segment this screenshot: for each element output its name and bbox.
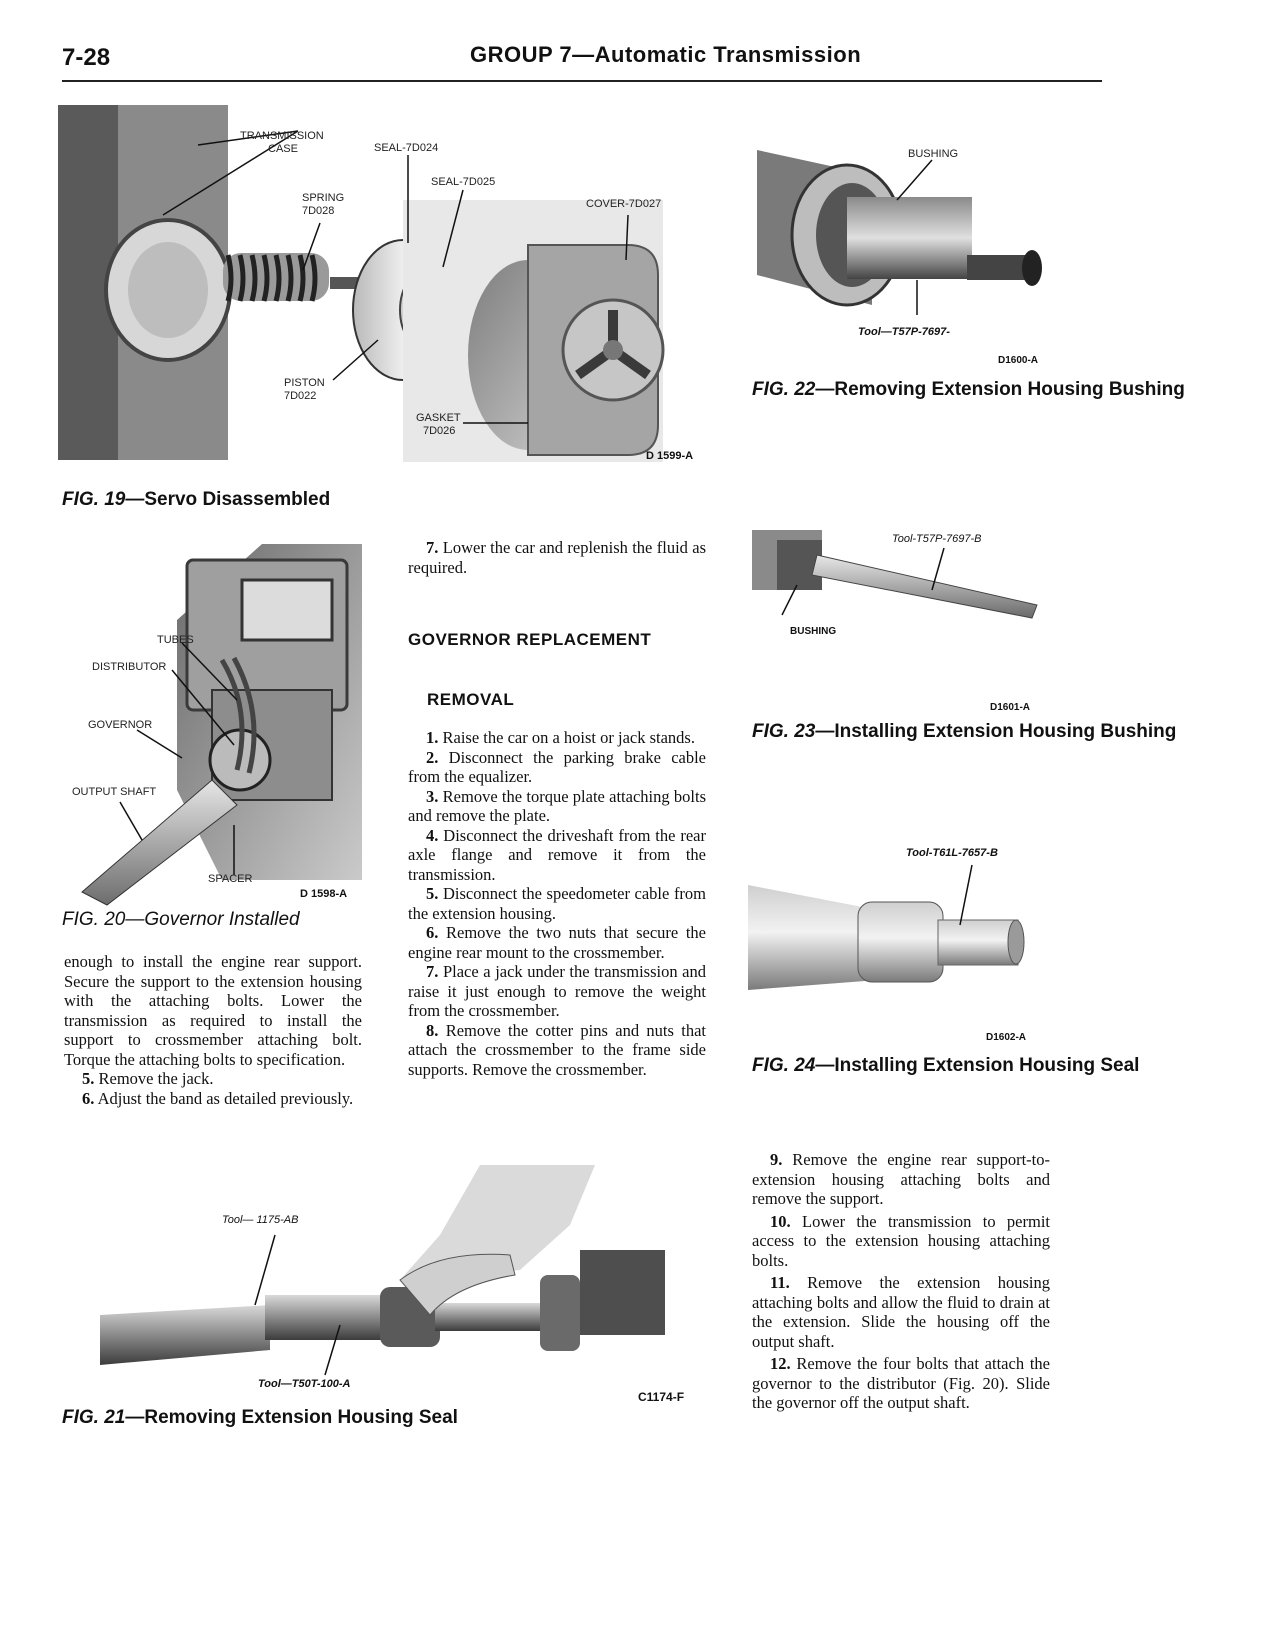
page-title: GROUP 7—Automatic Transmission xyxy=(470,42,862,67)
fig24-caption: FIG. 24—Installing Extension Housing Seal xyxy=(752,1055,1140,1076)
fig22-caption: FIG. 22—Removing Extension Housing Bushing xyxy=(752,379,1185,400)
middle-step-7: 7. Lower the car and replenish the fluid as required. xyxy=(408,538,707,577)
right-step: 9. Remove the engine rear support-to-extension housing attaching bolts and remove the support. xyxy=(752,1150,1050,1208)
middle-step: 2. Disconnect the parking brake cable from the equalizer. xyxy=(408,747,707,786)
left-step-6: 6. Adjust the band as detailed previously. xyxy=(82,1088,354,1108)
svg-text:BUSHING: BUSHING xyxy=(790,626,837,637)
fig24-label-tool: Tool-T61L-7657-B xyxy=(906,847,998,859)
fig19-caption: FIG. 19—Servo Disassembled xyxy=(62,489,331,510)
middle-removal-steps xyxy=(408,728,706,1079)
svg-text:GOVERNOR: GOVERNOR xyxy=(88,719,153,731)
fig20-caption: FIG. 20—Governor Installed xyxy=(62,909,300,930)
svg-text:Tool—T50T-100-A: Tool—T50T-100-A xyxy=(258,1378,351,1390)
middle-step: 4. Disconnect the driveshaft from the rear axle flange and remove it from the transmission. xyxy=(408,825,707,884)
figure-20-governor-photo xyxy=(62,540,362,908)
middle-step: 8. Remove the cotter pins and nuts that attach the crossmember to the frame side supports. Remove the crossmember. xyxy=(408,1020,707,1079)
fig19-code: D 1599-A xyxy=(646,450,694,462)
page-number: 7-28 xyxy=(62,44,111,71)
svg-text:D1602-A: D1602-A xyxy=(986,1032,1027,1043)
svg-text:GASKET7D026: GASKET 7D026 xyxy=(416,412,461,437)
figure-19-servo-photo xyxy=(58,105,710,465)
middle-step: 7. Place a jack under the transmission and raise it just enough to remove the weight from the crossmember. xyxy=(408,962,706,1020)
svg-text:SPRING7D028: SPRING 7D028 xyxy=(302,192,345,217)
figure-21-seal-removal-photo xyxy=(100,1165,712,1393)
middle-step: 1. Raise the car on a hoist or jack stands. xyxy=(426,728,695,747)
fig23-caption: FIG. 23—Installing Extension Housing Bushing xyxy=(752,721,1177,742)
svg-text:COVER-7D027: COVER-7D027 xyxy=(586,198,662,210)
fig22-label-bushing: BUSHING xyxy=(908,148,959,160)
fig21-code: C1174-F xyxy=(638,1390,685,1404)
section-heading-governor-replacement: GOVERNOR REPLACEMENT xyxy=(408,630,652,649)
middle-step: 5. Disconnect the speedometer cable from the extension housing. xyxy=(408,884,707,923)
right-step: 12. Remove the four bolts that attach the governor to the distributor (Fig. 20). Slide the governor off the output shaft. xyxy=(752,1354,1050,1412)
right-step: 10. Lower the transmission to permit access to the extension housing attaching bolts. xyxy=(752,1211,1051,1270)
svg-text:PISTON7D022: PISTON 7D022 xyxy=(284,377,325,402)
right-step: 11. Remove the extension housing attaching bolts and allow the fluid to drain at the extension. Slide the housing off the output shaft. xyxy=(752,1273,1051,1351)
svg-text:D1601-A: D1601-A xyxy=(990,702,1031,713)
svg-text:Tool—T57P-7697-: Tool—T57P-7697- xyxy=(858,326,950,338)
svg-text:SPACER: SPACER xyxy=(208,873,253,885)
fig23-label-tool: Tool-T57P-7697-B xyxy=(892,533,982,545)
svg-text:DISTRIBUTOR: DISTRIBUTOR xyxy=(92,661,167,673)
right-column-text xyxy=(752,1150,1050,1413)
fig21-caption: FIG. 21—Removing Extension Housing Seal xyxy=(62,1407,458,1428)
figure-23-bushing-install-photo xyxy=(752,520,1052,715)
subheading-removal: REMOVAL xyxy=(427,690,515,709)
fig20-label-tubes: TUBES xyxy=(157,634,194,646)
middle-step: 3. Remove the torque plate attaching bolts and remove the plate. xyxy=(408,786,706,825)
svg-text:SEAL-7D025: SEAL-7D025 xyxy=(431,176,496,188)
middle-step: 6. Remove the two nuts that secure the engine rear mount to the crossmember. xyxy=(408,923,707,962)
left-step-5: 5. Remove the jack. xyxy=(82,1069,214,1088)
svg-text:TRANSMISSIONCASE: TRANSMISSION CASE xyxy=(240,130,324,155)
svg-text:SEAL-7D024: SEAL-7D024 xyxy=(374,142,439,154)
figure-22-bushing-removal-photo xyxy=(752,135,1052,367)
header-rule xyxy=(62,80,1102,82)
svg-text:OUTPUT SHAFT: OUTPUT SHAFT xyxy=(72,786,157,798)
figure-24-seal-install-photo xyxy=(748,840,1052,1045)
fig19-label-case-line1: TRANSMISSION xyxy=(240,130,324,142)
fig21-label-tool1: Tool— 1175-AB xyxy=(222,1214,299,1226)
left-column-text xyxy=(64,952,362,1108)
left-para-continued: enough to install the engine rear support. Secure the support to the extension housing with the attaching bolts. Lower the transmission as required to install the support to crossmember attaching bolt. Torque the attaching bolts to specification. xyxy=(64,952,362,1069)
svg-text:D1600-A: D1600-A xyxy=(998,355,1039,366)
svg-text:D 1598-A: D 1598-A xyxy=(300,888,348,900)
